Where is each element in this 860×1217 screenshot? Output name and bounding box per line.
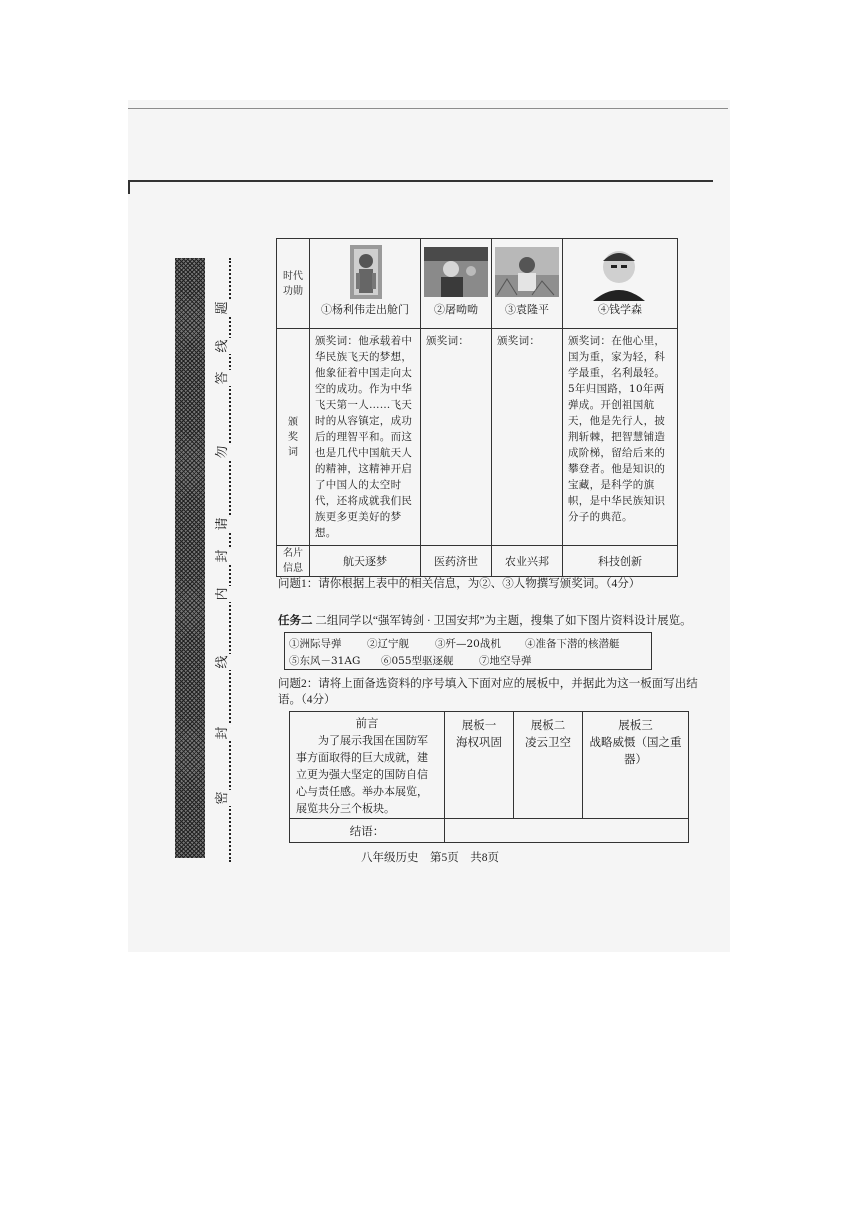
qian-xuesen-photo [563, 239, 677, 301]
page-footer: 八年级历史 第5页 共8页 [361, 852, 499, 864]
top-rule [128, 108, 728, 109]
award-text-cell [563, 329, 678, 546]
panel-subtitle: 凌云卫空 [525, 737, 571, 749]
panel-subtitle: 海权巩固 [456, 737, 502, 749]
option-item: ③歼—20战机 [435, 638, 501, 650]
task-2 [278, 612, 692, 628]
seal-char: 封 [215, 726, 230, 740]
binding-margin-hatch [175, 258, 205, 858]
card-info: 医药济世 [421, 546, 492, 577]
award-text-cell [310, 329, 421, 546]
preface-cell [290, 712, 445, 819]
hero-caption: ③袁隆平 [505, 303, 549, 316]
preface-title: 前言 [355, 718, 379, 730]
conclusion-cell[interactable] [445, 819, 689, 843]
header-rule [128, 180, 713, 182]
question-1: 问题1：请你根据上表中的相关信息，为②、③人物撰写颁奖词。（4分） [278, 578, 641, 590]
option-item: ⑦地空导弹 [479, 655, 532, 667]
panel-title: 展板一 [461, 720, 497, 732]
option-item: ④准备下潜的核潜艇 [525, 638, 620, 650]
option-item: ⑤东风－31AG [289, 655, 361, 667]
task-2-text: 二组同学以“强军铸剑 · 卫国安邦”为主题，搜集了如下图片资料设计展览。 [315, 615, 692, 627]
award-text: 颁奖词： [497, 335, 541, 347]
seal-char: 请 [215, 517, 230, 531]
seal-char: 线 [215, 339, 230, 353]
option-item: ⑥055型驱逐舰 [381, 655, 454, 667]
seal-char: 答 [215, 371, 230, 385]
award-text-cell[interactable] [492, 329, 563, 546]
hero-cell [563, 239, 678, 329]
seal-char: 密 [215, 791, 230, 805]
task-2-label: 任务二 [278, 613, 313, 627]
seal-char: 封 [215, 549, 230, 563]
preface-body: 为了展示我国在国防军事方面取得的巨大成就，建立更为强大坚定的国防自信心与责任感。举办本展览，展览共分三个板块。 [296, 735, 428, 815]
award-text-cell[interactable] [421, 329, 492, 546]
row-label-card: 名片 信息 [277, 546, 310, 577]
award-text: 颁奖词：他承载着中华民族飞天的梦想，他象征着中国走向太空的成功。作为中华飞天第一人……飞天时的从容镇定，成功后的理智平和。而这也是几代中国航天人的精神，这精神开启了中国人的太空时代，还将成就我们民族更多更美好的梦想。 [315, 335, 413, 539]
question-2: 问题2：请将上面备选资料的序号填入下面对应的展板中，并据此为这一板面写出结语。（4分） [278, 678, 698, 706]
options-box [284, 632, 652, 670]
hero-caption: ④钱学森 [598, 303, 642, 316]
seal-char: 内 [215, 587, 230, 601]
panel-title: 展板二 [530, 720, 566, 732]
hero-cell [492, 239, 563, 329]
seal-char: 题 [215, 301, 230, 315]
panel-1-cell[interactable] [445, 712, 514, 819]
hero-caption: ①杨利伟走出舱门 [321, 303, 409, 316]
conclusion-label: 结语： [290, 819, 445, 843]
award-text: 颁奖词： [426, 335, 470, 347]
yang-liwei-photo [310, 239, 420, 301]
header-tick [128, 182, 130, 194]
row-label-era: 时代 功勋 [277, 239, 310, 329]
panel-title: 展板三 [618, 720, 653, 732]
panel-3-cell[interactable] [583, 712, 689, 819]
hero-cell [421, 239, 492, 329]
hero-cell [310, 239, 421, 329]
seal-char: 线 [215, 655, 230, 669]
panel-subtitle: 战略威慑（国之重器） [589, 737, 682, 766]
award-text: 颁奖词：在他心里，国为重，家为轻，科学最重，名利最轻。5年归国路，10年两弹成。开创祖国航天，他是先行人，披荆斩棘，把智慧铺造成阶梯，留给后来的攀登者。他是知识的宝藏，是科学的旗帜，是中华民族知识分子的典范。 [568, 335, 666, 523]
card-info: 航天逐梦 [310, 546, 421, 577]
hero-caption: ②屠呦呦 [434, 303, 478, 316]
option-item: ①洲际导弹 [289, 638, 342, 650]
tu-youyou-photo [421, 239, 491, 301]
seal-char: 勿 [215, 445, 230, 459]
option-item: ②辽宁舰 [367, 638, 409, 650]
panel-2-cell[interactable] [514, 712, 583, 819]
row-label-award: 颁 奖 词 [277, 329, 310, 546]
card-info: 农业兴邦 [492, 546, 563, 577]
yuan-longping-photo [492, 239, 562, 301]
exhibition-table [289, 711, 689, 843]
heroes-table [276, 238, 678, 577]
card-info: 科技创新 [563, 546, 678, 577]
